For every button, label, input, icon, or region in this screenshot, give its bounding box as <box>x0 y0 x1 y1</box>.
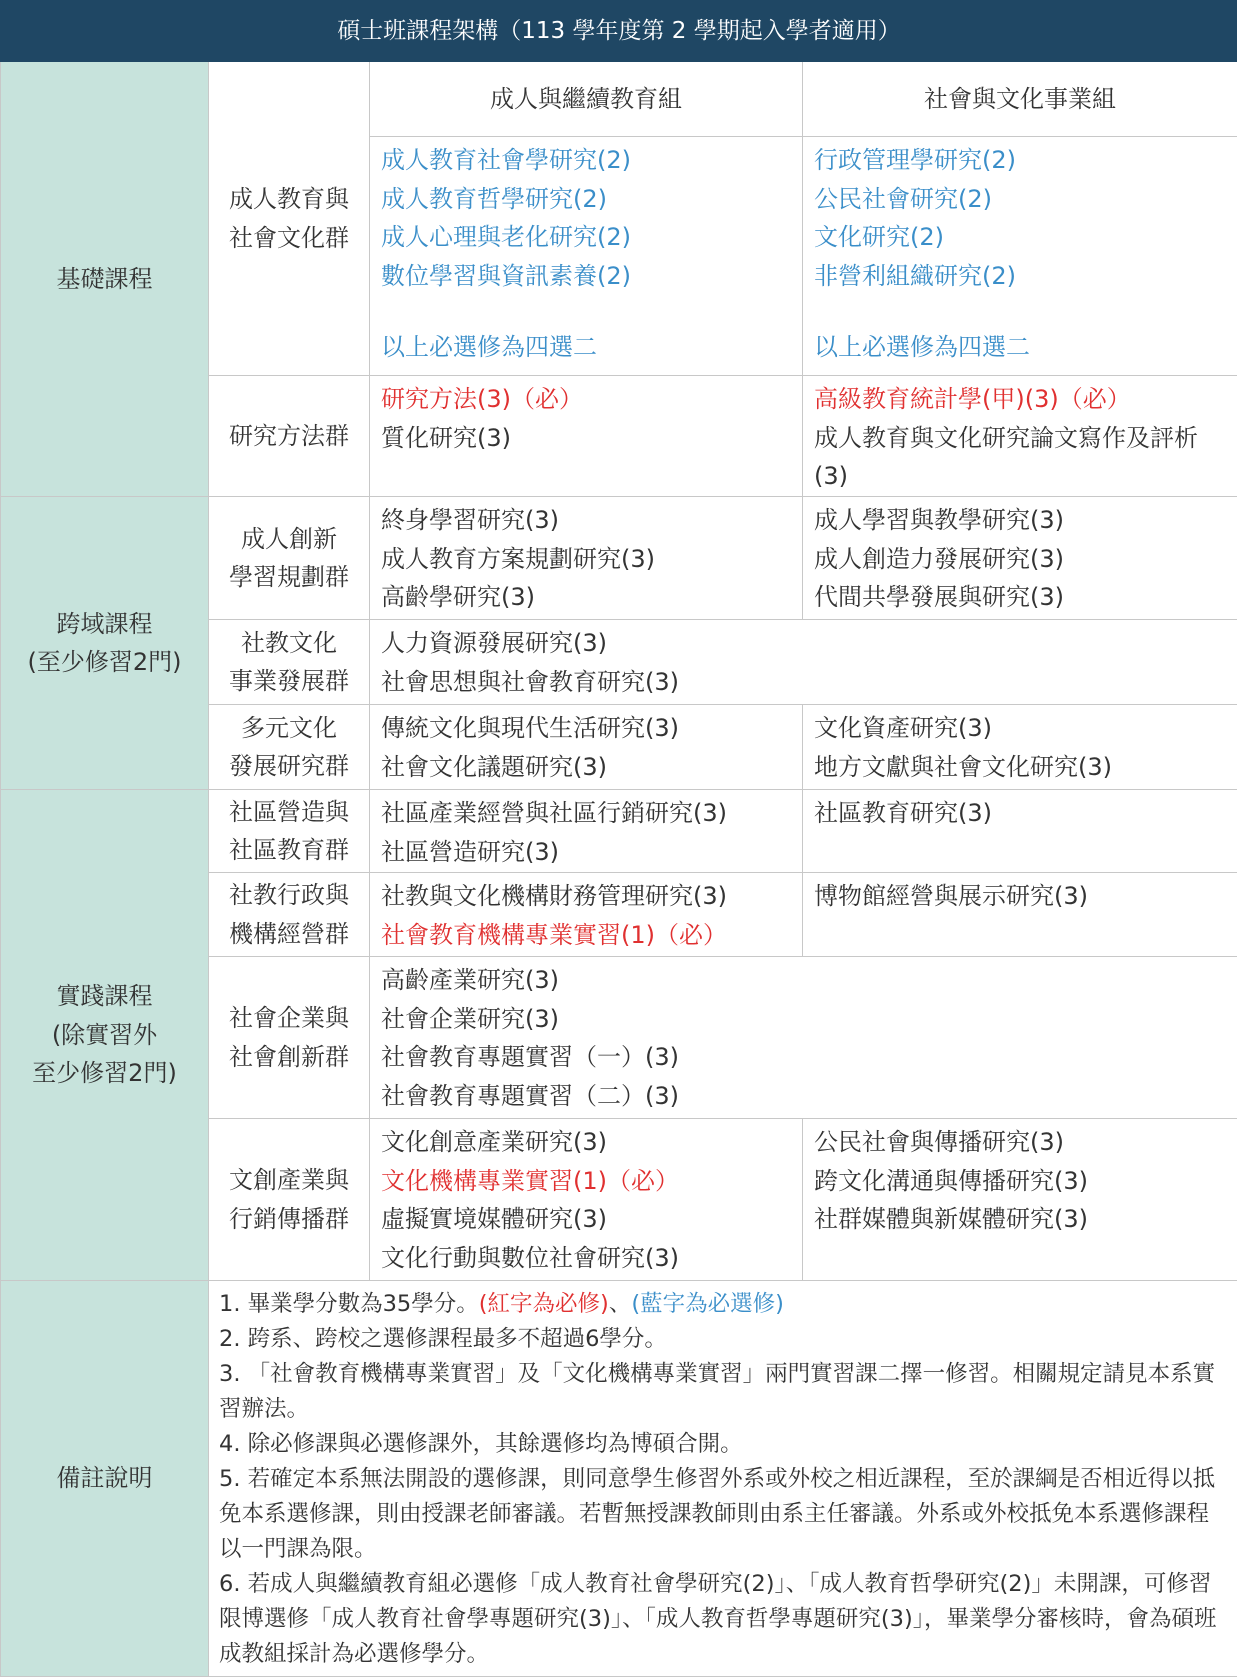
course-item: 地方文獻與社會文化研究(3) <box>814 748 1226 787</box>
course-item-required: 文化機構專業實習(1)（必） <box>381 1162 791 1201</box>
note-item: 5. 若確定本系無法開設的選修課，則同意學生修習外系或外校之相近課程，至於課綱是否相近得以抵免本系選修課，則由授課老師審議。若暫無授課教師則由系主任審議。外系或外校抵免本系選修課程以一門課為限。 <box>219 1462 1227 1567</box>
course-list <box>370 957 1237 1119</box>
note-item: 1. 畢業學分數為35學分。(紅字為必修)、(藍字為必選修) <box>219 1287 1227 1322</box>
course-item: 文化行動與數位社會研究(3) <box>381 1239 791 1278</box>
note-item: 6. 若成人與繼續教育組必選修「成人教育社會學研究(2)」、「成人教育哲學研究(2)」未開課，可修習限博選修「成人教育社會學專題研究(3)」、「成人教育哲學專題研究(3)」，畢業學分審核時，會為碩班成教組採計為必選修學分。 <box>219 1567 1227 1672</box>
course-item: 人力資源發展研究(3) <box>381 624 1226 663</box>
note-item: 4. 除必修課與必選修課外，其餘選修均為博碩合開。 <box>219 1427 1227 1462</box>
course-item: 社會思想與社會教育研究(3) <box>381 663 1226 702</box>
course-item: 文化創意產業研究(3) <box>381 1123 791 1162</box>
course-list <box>370 790 803 873</box>
course-list <box>803 873 1237 957</box>
course-item: 質化研究(3) <box>381 419 791 458</box>
course-item: 社會企業研究(3) <box>381 1000 1226 1039</box>
course-item: 行政管理學研究(2) <box>814 141 1226 180</box>
header-adult-continuing-edu: 成人與繼續教育組 <box>370 62 803 137</box>
course-list <box>370 705 803 790</box>
header-social-cultural-affairs: 社會與文化事業組 <box>803 62 1237 137</box>
page-title: 碩士班課程架構（113 學年度第 2 學期起入學者適用） <box>1 1 1237 62</box>
course-list <box>803 705 1237 790</box>
course-item: 高齡產業研究(3) <box>381 961 1226 1000</box>
course-item: 終身學習研究(3) <box>381 501 791 540</box>
course-list <box>370 497 803 620</box>
course-item-required: 高級教育統計學(甲)(3)（必） <box>814 380 1226 419</box>
course-list <box>370 620 1237 705</box>
course-list <box>803 137 1237 376</box>
course-item: 社區營造研究(3) <box>381 833 791 872</box>
course-item: 博物館經營與展示研究(3) <box>814 877 1226 916</box>
category-notes: 備註說明 <box>1 1281 209 1677</box>
course-list <box>803 497 1237 620</box>
group-cultural-creative-marketing: 文創產業與 行銷傳播群 <box>209 1119 370 1281</box>
course-item: 社會文化議題研究(3) <box>381 748 791 787</box>
group-admin-institution-management: 社教行政與 機構經營群 <box>209 873 370 957</box>
course-item: 社會教育專題實習（二）(3) <box>381 1077 1226 1116</box>
legend-red-required: (紅字為必修) <box>479 1291 609 1317</box>
category-practice: 實踐課程 (除實習外 至少修習2門) <box>1 790 209 1281</box>
group-social-enterprise-innovation: 社會企業與 社會創新群 <box>209 957 370 1119</box>
course-item: 成人教育與文化研究論文寫作及評析(3) <box>814 419 1226 496</box>
course-item: 文化研究(2) <box>814 218 1226 257</box>
group-adult-innovative-learning: 成人創新 學習規劃群 <box>209 497 370 620</box>
group-social-edu-culture-development: 社教文化 事業發展群 <box>209 620 370 705</box>
course-item: 成人教育社會學研究(2) <box>381 141 791 180</box>
course-item: 成人教育哲學研究(2) <box>381 180 791 219</box>
course-list <box>803 1119 1237 1281</box>
course-item: 成人教育方案規劃研究(3) <box>381 540 791 579</box>
category-cross-domain: 跨域課程 (至少修習2門) <box>1 497 209 790</box>
course-item: 非營利組織研究(2) <box>814 257 1226 296</box>
course-item: 虛擬實境媒體研究(3) <box>381 1200 791 1239</box>
notes-list <box>209 1281 1237 1677</box>
course-list <box>370 376 803 497</box>
legend-blue-elective: (藍字為必選修) <box>631 1291 784 1317</box>
course-item: 公民社會與傳播研究(3) <box>814 1123 1226 1162</box>
group-community-building: 社區營造與 社區教育群 <box>209 790 370 873</box>
group-adult-edu-social-culture: 成人教育與 社會文化群 <box>209 62 370 376</box>
group-multicultural-development: 多元文化 發展研究群 <box>209 705 370 790</box>
course-item: 社區教育研究(3) <box>814 794 1226 833</box>
course-item: 社群媒體與新媒體研究(3) <box>814 1200 1226 1239</box>
group-research-methods: 研究方法群 <box>209 376 370 497</box>
elective-rule: 以上必選修為四選二 <box>381 328 791 367</box>
course-item-required: 研究方法(3)（必） <box>381 380 791 419</box>
course-list <box>803 790 1237 873</box>
note-item: 2. 跨系、跨校之選修課程最多不超過6學分。 <box>219 1322 1227 1357</box>
course-item: 高齡學研究(3) <box>381 578 791 617</box>
course-item: 成人創造力發展研究(3) <box>814 540 1226 579</box>
course-item: 代間共學發展與研究(3) <box>814 578 1226 617</box>
course-list <box>370 137 803 376</box>
elective-rule: 以上必選修為四選二 <box>814 328 1226 367</box>
course-item: 社教與文化機構財務管理研究(3) <box>381 877 791 916</box>
category-basic: 基礎課程 <box>1 62 209 497</box>
course-item: 成人心理與老化研究(2) <box>381 218 791 257</box>
course-item: 成人學習與教學研究(3) <box>814 501 1226 540</box>
course-list <box>803 376 1237 497</box>
note-item: 3. 「社會教育機構專業實習」及「文化機構專業實習」兩門實習課二擇一修習。相關規定請見本系實習辦法。 <box>219 1357 1227 1427</box>
course-item: 社區產業經營與社區行銷研究(3) <box>381 794 791 833</box>
course-item-required: 社會教育機構專業實習(1)（必） <box>381 916 791 955</box>
course-item: 數位學習與資訊素養(2) <box>381 257 791 296</box>
course-item: 傳統文化與現代生活研究(3) <box>381 709 791 748</box>
course-list <box>370 1119 803 1281</box>
course-item: 文化資產研究(3) <box>814 709 1226 748</box>
course-item: 跨文化溝通與傳播研究(3) <box>814 1162 1226 1201</box>
course-list <box>370 873 803 957</box>
course-item: 社會教育專題實習（一）(3) <box>381 1038 1226 1077</box>
course-item: 公民社會研究(2) <box>814 180 1226 219</box>
